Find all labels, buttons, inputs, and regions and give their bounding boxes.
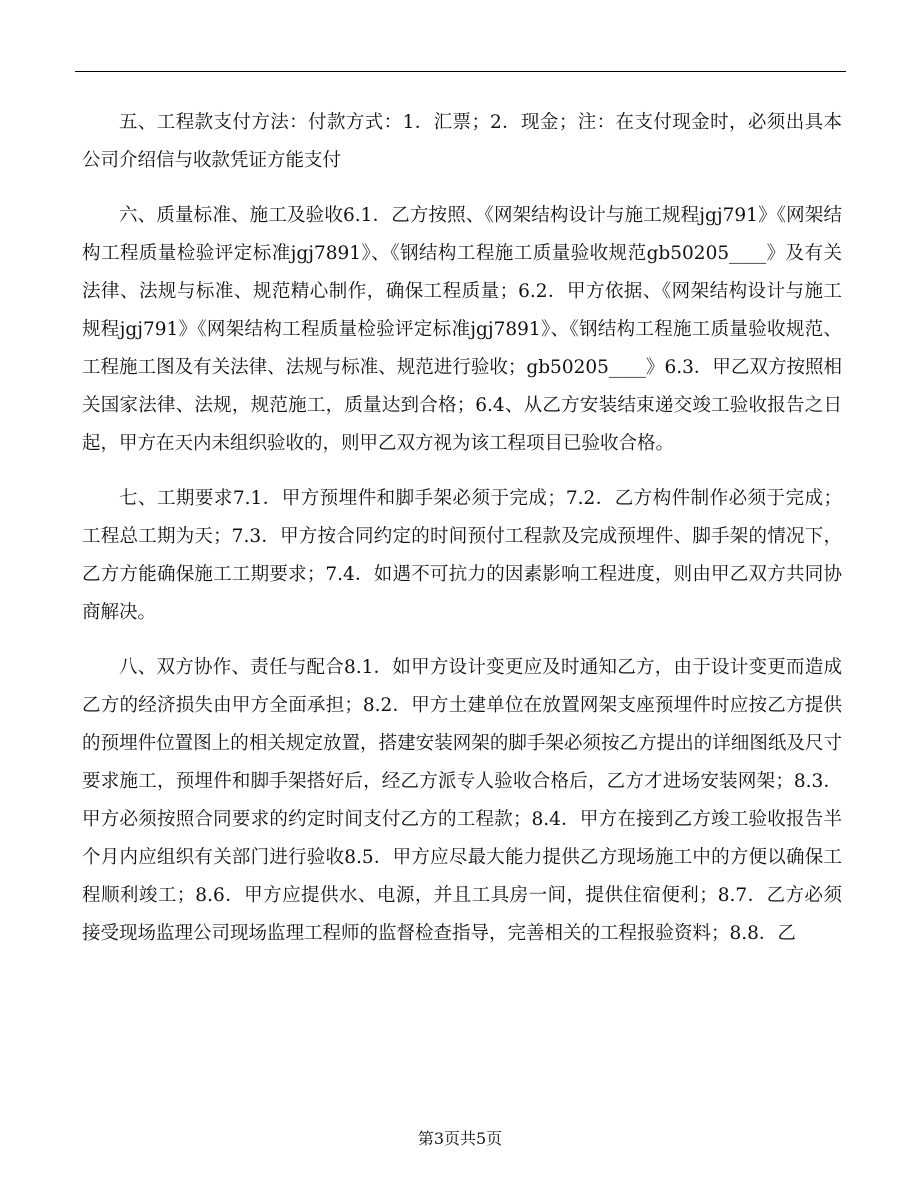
document-body: [82, 104, 842, 970]
paragraph-cooperation: 八、双方协作、责任与配合8.1．如甲方设计变更应及时通知乙方，由于设计变更而造成乙方的经济损失由甲方全面承担；8.2．甲方土建单位在放置网架支座预埋件时应按乙方提供的预埋件位置图上的相关规定放置，搭建安装网架的脚手架必须按乙方提出的详细图纸及尺寸要求施工，预埋件和脚手架搭好后，经乙方派专人验收合格后，乙方才进场安装网架；8.3．甲方必须按照合同要求的约定时间支付乙方的工程款；8.4．甲方在接到乙方竣工验收报告半个月内应组织有关部门进行验收8.5．甲方应尽最大能力提供乙方现场施工中的方便以确保工程顺利竣工；8.6．甲方应提供水、电源，并且工具房一间，提供住宿便利；8.7．乙方必须接受现场监理公司现场监理工程师的监督检查指导，完善相关的工程报验资料；8.8．乙: [82, 657, 842, 944]
page-number: 第3页共5页: [417, 1129, 503, 1148]
paragraph-payment: 五、工程款支付方法：付款方式：1．汇票；2．现金；注：在支付现金时，必须出具本公司介绍信与收款凭证方能支付: [82, 112, 842, 171]
paragraph-schedule: 七、工期要求7.1．甲方预埋件和脚手架必须于完成；7.2．乙方构件制作必须于完成；工程总工期为天；7.3．甲方按合同约定的时间预付工程款及完成预埋件、脚手架的情况下，乙方方能确保施工工期要求；7.4．如遇不可抗力的因素影响工程进度，则由甲乙双方共同协商解决。: [82, 488, 842, 623]
paragraph-quality: 六、质量标准、施工及验收6.1．乙方按照、《网架结构设计与施工规程jgj791》《网架结构工程质量检验评定标准jgj7891》、《钢结构工程施工质量验收规范gb50205____》及有关法律、法规与标准、规范精心制作，确保工程质量；6.2．甲方依据、《网架结构设计与施工规程jgj791》《网架结构工程质量检验评定标准jgj7891》、《钢结构工程施工质量验收规范、工程施工图及有关法律、法规与标准、规范进行验收；gb50205____》6.3．甲乙双方按照相关国家法律、法规，规范施工，质量达到合格；6.4、从乙方安装结束递交竣工验收报告之日起，甲方在天内未组织验收的，则甲乙双方视为该工程项目已验收合格。: [82, 205, 842, 454]
header-rule: [75, 71, 846, 72]
